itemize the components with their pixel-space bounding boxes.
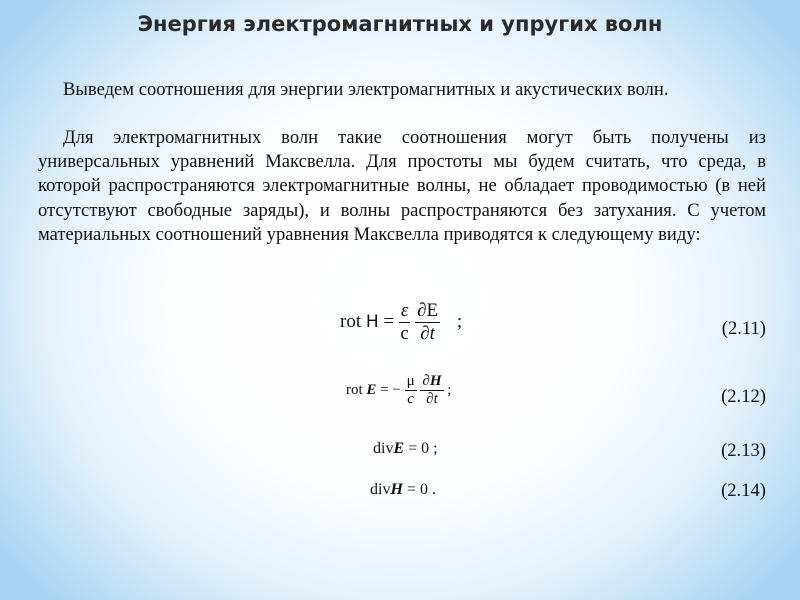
equation-number-2-13: (2.13): [721, 440, 766, 461]
equation-number-2-14: (2.14): [721, 480, 766, 501]
fraction-epsilon-over-c: $\frac{\varepsilon}{c}$: [400, 300, 409, 344]
page-title: Энергия электромагнитных и упругих волн: [137, 12, 663, 36]
fraction-dH-over-dt: $\frac{\partial H}{\partial t}$: [422, 373, 442, 407]
fraction-mu-over-c: $\frac{\mu}{c}$: [406, 373, 415, 407]
equation-2-12: rot E = − $\frac{\mu}{c}$ $\frac{\partial H}{\partial t}$ ;: [346, 373, 452, 407]
fraction-dE-over-dt: $\frac{\partial E}{\partial t}$: [417, 300, 439, 344]
equation-2-14: divH = 0 .: [370, 481, 436, 498]
equation-number-2-11: (2.11): [721, 318, 766, 339]
equation-2-11: rot H = $\frac{\varepsilon}{c}$ $\frac{\partial E}{\partial t}$ ;: [340, 300, 463, 344]
symbol-E: E: [366, 381, 377, 398]
equation-2-13: divE = 0 ;: [373, 440, 438, 457]
symbol-H: H: [365, 311, 379, 332]
symbol-H: H: [390, 481, 403, 498]
intro-paragraph: Выведем соотношения для энергии электромагнитных и акустических волн.: [63, 79, 669, 100]
symbol-E: E: [393, 440, 405, 457]
maxwell-paragraph: Для электромагнитных волн такие соотношения могут быть получены из универсальных уравнений Максвелла. Для простоты мы будем считать, что среда, в которой распространяются электромагнитные волны, не обладает проводимостью (в ней отсутствуют свободные заряды), и волны распространяются без затухания. С учетом материальных соотношений уравнения Максвелла приводятся к следующему виду:: [38, 127, 766, 245]
equation-number-2-12: (2.12): [721, 386, 766, 407]
